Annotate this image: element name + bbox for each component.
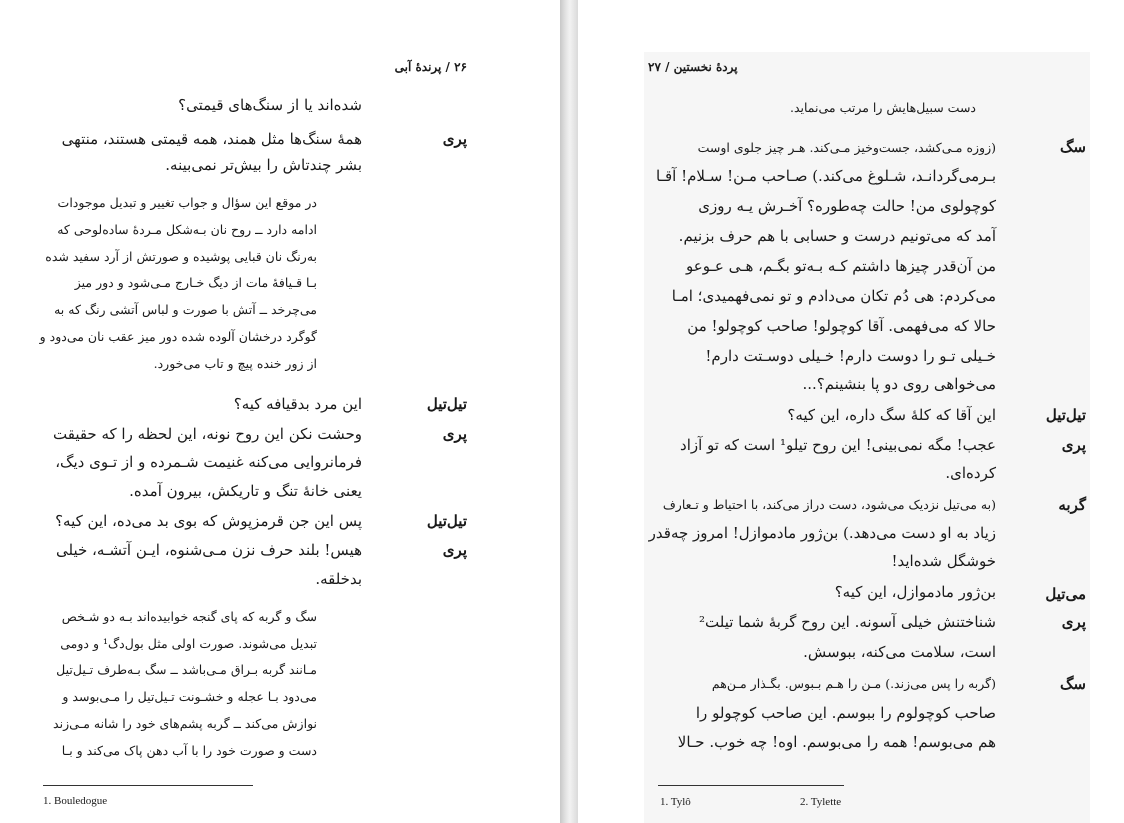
text-line: خوشگل شده‌اید! xyxy=(891,552,996,570)
speaker-label: سگ xyxy=(1060,675,1086,693)
footnote: 2. Tylette xyxy=(800,796,842,808)
stage-direction-line: نوازش می‌کند ــ گربه پشم‌های خود را شانه مـی‌زند xyxy=(53,716,317,731)
speaker-label: پری xyxy=(442,130,467,148)
stage-direction-line: به‌رنگ نان قبایی پوشیده و صورتش از آرد سفید شده xyxy=(45,249,317,264)
speaker-label: می‌تیل xyxy=(1045,585,1086,603)
speaker-label: گربه xyxy=(1058,496,1086,514)
left-page xyxy=(0,0,560,823)
text-line: آمد که می‌تونیم درست و حسابی با هم حرف بزنیم. xyxy=(678,227,996,245)
text-line: بشر چندتاش را بیش‌تر نمی‌بینه. xyxy=(165,156,362,174)
speaker-label: تیل‌تیل xyxy=(426,512,467,530)
text-line: حالا که می‌فهمی. آقا کوچولو! صاحب کوچولو! من xyxy=(687,317,996,335)
text-line: هیس! بلند حرف نزن مـی‌شنوه، ایـن آتشـه، خیلی xyxy=(56,541,362,559)
text-line: شده‌اند یا از سنگ‌های قیمتی؟ xyxy=(178,96,362,114)
right-page xyxy=(578,0,1124,823)
footnote-rule xyxy=(658,785,844,786)
text-line: زیاد به او دست می‌دهد.) بن‌ژور مادموازل! امروز چه‌قدر xyxy=(648,524,996,542)
text-line: من آن‌قدر چیزها داشتم کـه بـه‌تو بگـم، هـی عـوعو xyxy=(686,257,996,275)
speaker-label: تیل‌تیل xyxy=(1045,406,1086,424)
stage-direction-line: می‌دود بـا عجله و خشـونت تـیل‌تیل را مـی‌بوسد و xyxy=(62,689,317,704)
text-line: وحشت نکن این روح نونه، این لحظه را که حقیقت xyxy=(53,425,362,443)
text-line: خـیلی تـو را دوست دارم! خـیلی دوسـتت دارم! xyxy=(705,347,996,365)
footnote: 1. Tylô xyxy=(660,796,691,808)
speaker-label: پری xyxy=(1061,436,1086,454)
stage-direction-line: می‌چرخد ــ آتش با صورت و لباس آتشی رنگ که به xyxy=(54,302,317,317)
text-line: کرده‌ای. xyxy=(945,464,996,482)
page-header: پردهٔ نخستین / ۲۷ xyxy=(648,60,738,74)
page-header: ۲۶ / پرندهٔ آبی xyxy=(394,60,467,74)
stage-direction-line: تبدیل می‌شوند. صورت اولی مثل بول‌دگ¹ و دومی xyxy=(60,636,317,651)
text-line: این آقا که کلهٔ سگ داره، این کیه؟ xyxy=(787,406,996,424)
stage-direction-line: بـا قـیافهٔ مات از دیگ خـارج مـی‌شود و دور میز xyxy=(74,275,317,290)
stage-direction-line: دست سبیل‌هایش را مرتب می‌نماید. xyxy=(789,100,976,115)
stage-direction-line: در موقع این سؤال و جواب تغییر و تبدیل موجودات xyxy=(57,195,317,210)
text-line: است، سلامت می‌کنه، ببوسش. xyxy=(803,643,996,661)
stage-direction-line: مـانند گربه بـراق مـی‌باشد ــ سگ بـه‌طرف تـیل‌تیل xyxy=(56,662,317,677)
stage-direction-line: (زوزه مـی‌کشد، جست‌وخیز مـی‌کند. هـر چیز جلوی اوست xyxy=(697,140,996,155)
stage-direction-line: از زور خنده پیچ و تاب می‌خورد. xyxy=(153,356,317,371)
text-line: یعنی خانهٔ تنگ و تاریکش، بیرون آمده. xyxy=(129,482,362,500)
text-line: بن‌ژور مادموازل، این کیه؟ xyxy=(834,583,996,601)
text-line: شناختنش خیلی آسونه. این روح گربهٔ شما تیلت² xyxy=(698,613,996,631)
text-line: می‌خواهی روی دو پا بنشینم؟... xyxy=(802,375,996,393)
text-line: صاحب کوچولوم را ببوسم. این صاحب کوچولو را xyxy=(695,704,996,722)
text-line: بدخلقه. xyxy=(315,570,362,588)
speaker-label: پری xyxy=(442,541,467,559)
text-line: کوچولوی من! حالت چه‌طوره؟ آخـرش یـه روزی xyxy=(698,197,996,215)
speaker-label: سگ xyxy=(1060,138,1086,156)
footnote-rule xyxy=(43,785,253,786)
text-line: می‌کردم: هی دُم تکان می‌دادم و تو نمی‌فهمیدی؛ امـا xyxy=(671,287,996,305)
speaker-label: پری xyxy=(442,425,467,443)
book-gutter xyxy=(560,0,578,823)
text-line: این مرد بدقیافه کیه؟ xyxy=(233,395,362,413)
speaker-label: پری xyxy=(1061,613,1086,631)
stage-direction-line: ادامه دارد ــ روح نان بـه‌شکل مـردهٔ ساده‌لوحی که xyxy=(57,222,317,237)
text-line: بـرمی‌گردانـد، شـلوغ می‌کند.) صـاحب مـن! سـلام! آقـا xyxy=(656,167,996,185)
stage-direction-line: (به می‌تیل نزدیک می‌شود، دست دراز می‌کند، با احتیاط و تـعارف xyxy=(662,497,996,512)
text-line: فرمانروایی می‌کنه غنیمت شـمرده و از تـوی دیگ، xyxy=(55,453,362,471)
text-line: هم می‌بوسم! همه را می‌بوسم. اوه! چه خوب. حـالا xyxy=(677,733,996,751)
stage-direction-line: دست و صورت خود را با آب دهن پاک می‌کند و بـا xyxy=(61,743,317,758)
footnote: 1. Bouledogue xyxy=(43,795,108,807)
stage-direction-line: (گربه را پس می‌زند.) مـن را هـم بـبوس. بگـذار مـن‌هم xyxy=(711,676,996,691)
text-line: پس این جن قرمزپوش که بوی بد می‌ده، این کیه؟ xyxy=(55,512,362,530)
stage-direction-line: گوگرد درخشان آلوده شده دور میز عقب نان می‌دود و xyxy=(39,329,317,344)
stage-direction-line: سگ و گربه که پای گنجه خوابیده‌اند بـه دو شـخص xyxy=(61,609,317,624)
text-line: عجب! مگه نمی‌بینی! این روح تیلو¹ است که تو آزاد xyxy=(680,436,996,454)
speaker-label: تیل‌تیل xyxy=(426,395,467,413)
text-line: همهٔ سنگ‌ها مثل همند، همه قیمتی هستند، منتهی xyxy=(61,130,362,148)
